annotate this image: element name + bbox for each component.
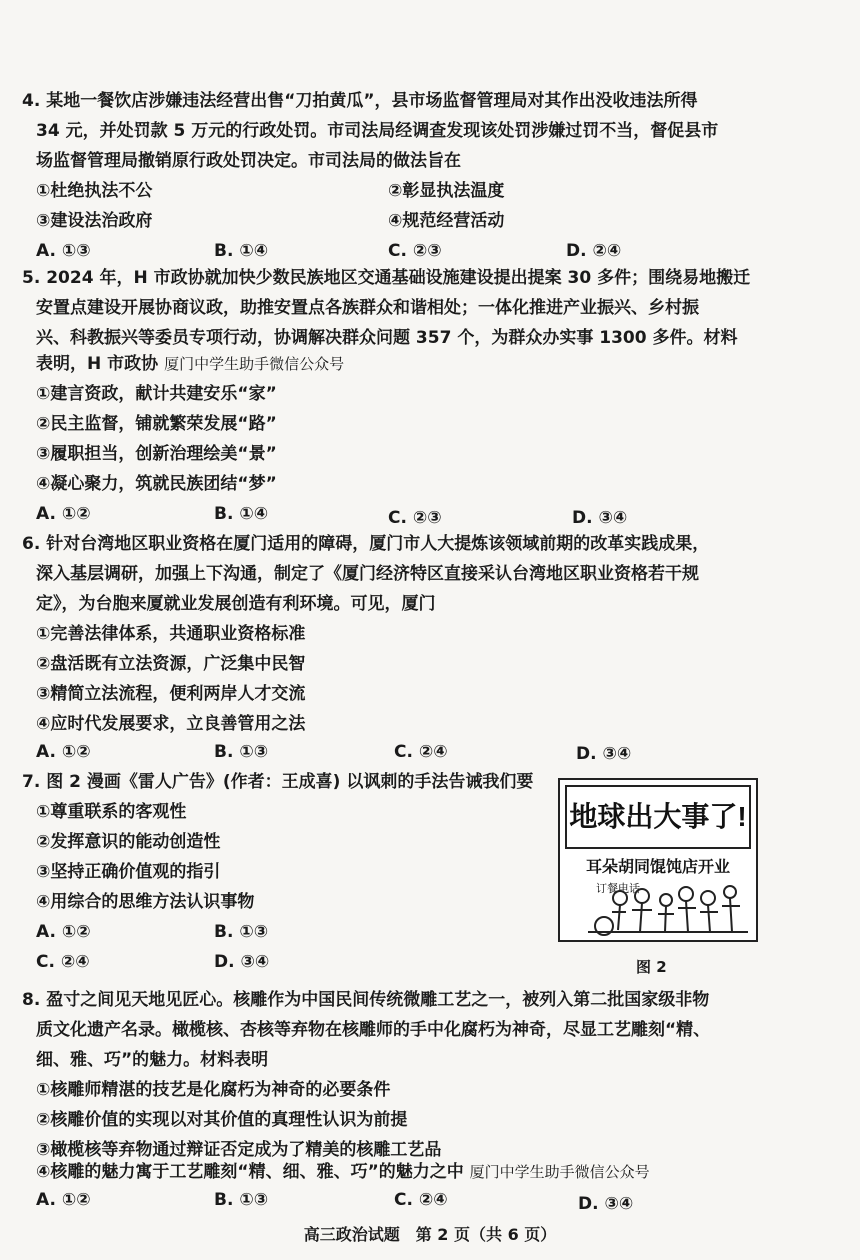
q8-item-2: ②核雕价值的实现以对其价值的真理性认识为前提	[36, 1110, 408, 1130]
q5-choice-b: B. ①④	[214, 504, 269, 524]
comic-headline: 地球出大事了!	[569, 801, 747, 832]
q8-line-3: 细、雅、巧”的魅力。材料表明	[36, 1050, 269, 1070]
q6-choice-d: D. ③④	[576, 744, 632, 764]
q6-line-3: 定》，为台胞来厦就业发展创造有利环境。可见，厦门	[36, 594, 436, 614]
q4-item-2: ②彰显执法温度	[388, 181, 505, 201]
q4-choice-b: B. ①④	[214, 241, 269, 261]
q4-item-1: ①杜绝执法不公	[36, 181, 153, 201]
q8-choice-d: D. ③④	[578, 1194, 634, 1214]
comic-subline: 耳朵胡同馄饨店开业	[585, 859, 731, 876]
q7-choice-c: C. ②④	[36, 952, 90, 972]
q5-line-3: 兴、科教振兴等委员专项行动，协调解决群众问题 357 个，为群众办实事 1300 多件。材料	[36, 328, 738, 348]
q5-choice-a: A. ①②	[36, 504, 91, 524]
q6-item-4: ④应时代发展要求，立良善管用之法	[36, 714, 306, 734]
comic-caption: 图 2	[636, 958, 667, 976]
q6-choice-c: C. ②④	[394, 742, 448, 762]
q6-line-1: 6. 针对台湾地区职业资格在厦门适用的障碍，厦门市人大提炼该领域前期的改革实践成果，	[22, 534, 710, 554]
q8-line-1: 8. 盈寸之间见天地见匠心。核雕作为中国民间传统微雕工艺之一，被列入第二批国家级非物	[22, 990, 710, 1010]
q6-item-3: ③精简立法流程，便利两岸人才交流	[36, 684, 306, 704]
q4-line-3: 场监督管理局撤销原行政处罚决定。市司法局的做法旨在	[36, 151, 461, 171]
q5-line-2: 安置点建设开展协商议政，助推安置点各族群众和谐相处；一体化推进产业振兴、乡村振	[36, 298, 699, 318]
comic-phone: 订餐电话	[596, 883, 640, 895]
comic-illustration	[560, 780, 756, 940]
q4-line-1: 4. 某地一餐饮店涉嫌违法经营出售“刀拍黄瓜”，县市场监督管理局对其作出没收违法所得	[22, 91, 698, 111]
q5-line-1: 5. 2024 年，H 市政协就加快少数民族地区交通基础设施建设提出提案 30 多件；围绕易地搬迁	[22, 268, 751, 288]
q4-choice-d: D. ②④	[566, 241, 622, 261]
q8-choice-c: C. ②④	[394, 1190, 448, 1210]
q5-watermark: 厦门中学生助手微信公众号	[164, 355, 345, 373]
q5-item-2: ②民主监督，铺就繁荣发展“路”	[36, 414, 277, 434]
q8-item-4-row	[36, 1161, 650, 1183]
q5-item-3: ③履职担当，创新治理绘美“景”	[36, 444, 277, 464]
q7-item-3: ③坚持正确价值观的指引	[36, 862, 221, 882]
q4-choice-a: A. ①③	[36, 241, 91, 261]
q8-watermark: 厦门中学生助手微信公众号	[469, 1163, 650, 1181]
q8-line-2: 质文化遗产名录。橄榄核、杏核等弃物在核雕师的手中化腐朽为神奇，尽显工艺雕刻“精、	[36, 1020, 711, 1040]
page-footer: 高三政治试题 第 2 页（共 6 页）	[303, 1225, 557, 1244]
q5-choice-d: D. ③④	[572, 508, 628, 528]
q5-item-4: ④凝心聚力，筑就民族团结“梦”	[36, 474, 277, 494]
q8-item-3: ③橄榄核等弃物通过辩证否定成为了精美的核雕工艺品	[36, 1140, 442, 1160]
q7-item-1: ①尊重联系的客观性	[36, 802, 187, 822]
q6-choice-b: B. ①③	[214, 742, 269, 762]
q4-item-4: ④规范经营活动	[388, 211, 505, 231]
q5-choice-c: C. ②③	[388, 508, 442, 528]
q5-item-1: ①建言资政，献计共建安乐“家”	[36, 384, 277, 404]
q7-choice-d: D. ③④	[214, 952, 270, 972]
q7-item-4: ④用综合的思维方法认识事物	[36, 892, 255, 912]
q7-choice-a: A. ①②	[36, 922, 91, 942]
q5-line-4	[36, 353, 344, 375]
q4-item-3: ③建设法治政府	[36, 211, 153, 231]
comic-figure	[558, 778, 758, 942]
q6-item-2: ②盘活既有立法资源，广泛集中民智	[36, 654, 306, 674]
q8-item-1: ①核雕师精湛的技艺是化腐朽为神奇的必要条件	[36, 1080, 391, 1100]
q7-choice-b: B. ①③	[214, 922, 269, 942]
q6-line-2: 深入基层调研，加强上下沟通，制定了《厦门经济特区直接采认台湾地区职业资格若干规	[36, 564, 699, 584]
q7-line-1: 7. 图 2 漫画《雷人广告》(作者：王成喜) 以讽刺的手法告诫我们要	[22, 772, 534, 792]
q7-item-2: ②发挥意识的能动创造性	[36, 832, 221, 852]
q8-item-4: ④核雕的魅力寓于工艺雕刻“精、细、雅、巧”的魅力之中	[36, 1162, 464, 1182]
q5-line-4-text: 表明，H 市政协	[36, 354, 159, 374]
q6-choice-a: A. ①②	[36, 742, 91, 762]
q6-item-1: ①完善法律体系，共通职业资格标准	[36, 624, 306, 644]
q4-choice-c: C. ②③	[388, 241, 442, 261]
q8-choice-b: B. ①③	[214, 1190, 269, 1210]
q8-choice-a: A. ①②	[36, 1190, 91, 1210]
q4-line-2: 34 元，并处罚款 5 万元的行政处罚。市司法局经调查发现该处罚涉嫌过罚不当，督促县市	[36, 121, 719, 141]
